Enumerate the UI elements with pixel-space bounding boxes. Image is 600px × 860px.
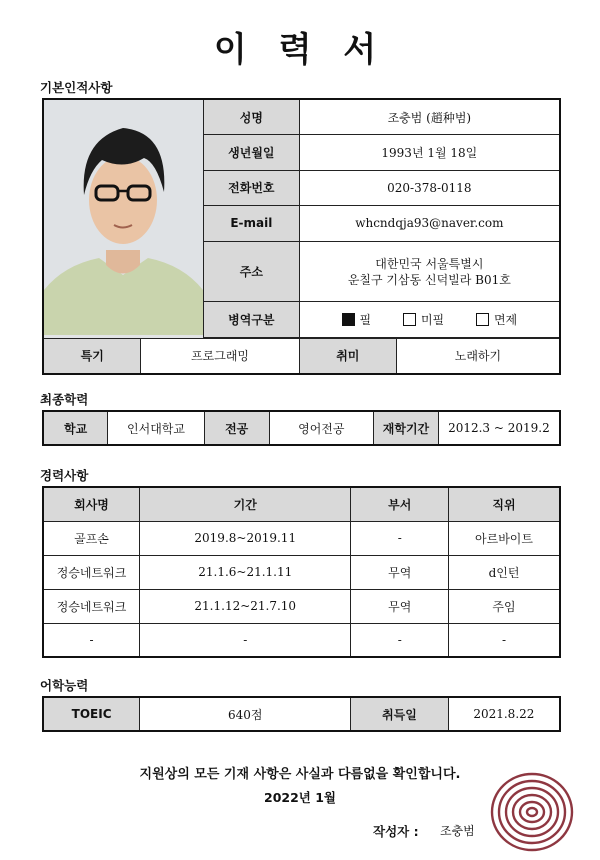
school-value: 인서대학교 (108, 411, 205, 445)
hobby-label: 취미 (299, 339, 396, 374)
career-table (42, 486, 561, 658)
section-language-title: 어학능력 (40, 678, 89, 693)
military-option-not-served[interactable]: 미필 (403, 313, 444, 327)
school-label: 학교 (43, 411, 108, 445)
profile-photo (43, 99, 204, 339)
hobby-value: 노래하기 (396, 339, 560, 374)
email-label: E-mail (204, 206, 300, 242)
career-position: - (449, 623, 561, 657)
address-line2: 운칠구 기삼동 신덕빌라 B01호 (347, 272, 511, 287)
birth-label: 생년월일 (204, 135, 300, 171)
email-value: whcndqja93@naver.com (299, 206, 560, 242)
birth-value: 1993년 1월 18일 (299, 135, 560, 171)
table-row (43, 521, 560, 555)
career-header-position: 직위 (449, 487, 561, 521)
acquired-date-value: 2021.8.22 (448, 697, 560, 731)
address-label: 주소 (204, 241, 300, 302)
period-label: 재학기간 (374, 411, 439, 445)
checkbox-empty-icon[interactable] (476, 313, 489, 326)
address-value (299, 241, 560, 302)
military-label: 병역구분 (204, 302, 300, 338)
career-period: - (140, 623, 351, 657)
career-department: - (351, 623, 449, 657)
checkbox-checked-icon[interactable] (342, 313, 355, 326)
basic-info-table (42, 98, 561, 375)
document-title: 이 력 서 (213, 30, 387, 70)
table-row (43, 589, 560, 623)
phone-value: 020-378-0118 (299, 170, 560, 206)
confirmation-statement: 지원상의 모든 기재 사항은 사실과 다름없을 확인합니다. (139, 767, 461, 782)
career-position: d인턴 (449, 555, 561, 589)
address-line1: 대한민국 서울특별시 (375, 256, 484, 271)
section-education-title: 최종학력 (40, 392, 89, 407)
career-department: 무역 (351, 589, 449, 623)
writer-name: 조충범 (440, 824, 475, 838)
toeic-label: TOEIC (43, 697, 140, 731)
major-value: 영어전공 (269, 411, 374, 445)
education-table (42, 410, 561, 446)
career-company: - (43, 623, 140, 657)
checkbox-empty-icon[interactable] (403, 313, 416, 326)
language-table (42, 696, 561, 732)
phone-label: 전화번호 (204, 170, 300, 206)
major-label: 전공 (204, 411, 269, 445)
career-period: 21.1.6~21.1.11 (140, 555, 351, 589)
table-row (43, 623, 560, 657)
career-period: 21.1.12~21.7.10 (140, 589, 351, 623)
table-row (43, 555, 560, 589)
career-company: 정승네트워크 (43, 589, 140, 623)
person-photo-icon (44, 100, 203, 335)
skill-value: 프로그래밍 (141, 339, 299, 374)
section-basic-title: 기본인적사항 (40, 80, 113, 95)
fingerprint-icon (482, 762, 582, 857)
name-value: 조충범 (趙种범) (299, 99, 560, 135)
career-company: 골프손 (43, 521, 140, 555)
period-value: 2012.3 ~ 2019.2 (438, 411, 560, 445)
military-option-served[interactable]: 필 (342, 313, 372, 327)
career-position: 아르바이트 (449, 521, 561, 555)
career-header-period: 기간 (140, 487, 351, 521)
career-company: 정승네트워크 (43, 555, 140, 589)
career-header-company: 회사명 (43, 487, 140, 521)
skill-label: 특기 (43, 339, 141, 374)
document-date: 2022년 1월 (264, 790, 336, 805)
acquired-date-label: 취득일 (351, 697, 449, 731)
toeic-score: 640점 (140, 697, 351, 731)
military-option-exempt[interactable]: 면제 (476, 313, 517, 327)
writer-label: 작성자 : (373, 824, 419, 839)
career-period: 2019.8~2019.11 (140, 521, 351, 555)
section-career-title: 경력사항 (40, 468, 89, 483)
military-options (299, 302, 560, 338)
career-position: 주임 (449, 589, 561, 623)
career-department: 무역 (351, 555, 449, 589)
name-label: 성명 (204, 99, 300, 135)
career-header-department: 부서 (351, 487, 449, 521)
career-department: - (351, 521, 449, 555)
